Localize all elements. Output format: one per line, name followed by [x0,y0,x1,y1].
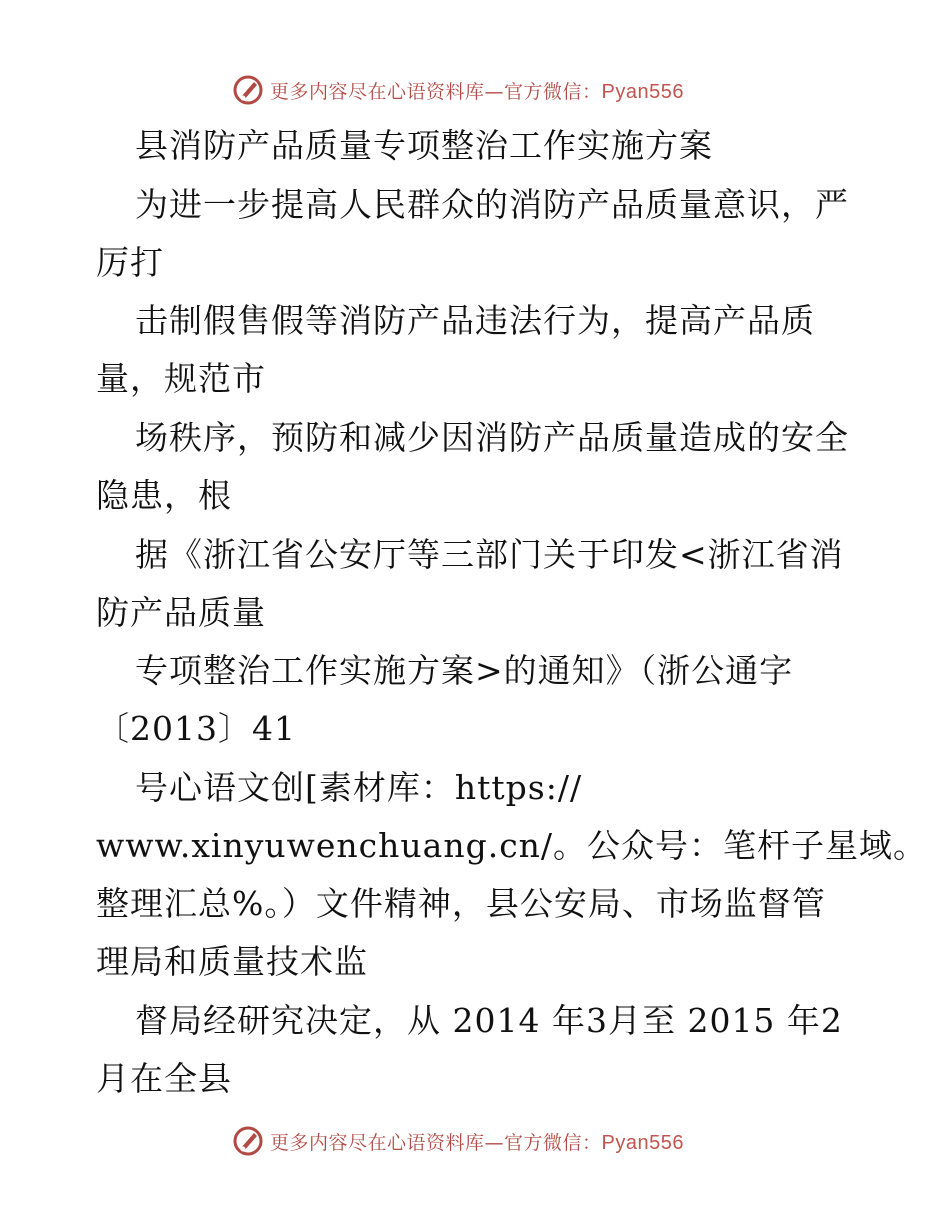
text-line: 据《浙江省公安厅等三部门关于印发<浙江省消 [135,535,844,574]
text-line: 号心语文创[素材库：https:// [135,768,583,807]
text-line: 〔2013〕41 [96,709,296,748]
text-line: 防产品质量 [96,593,266,632]
text-line: 督局经研究决定，从 2014 年3月至 2015 年2 [135,1001,843,1040]
watermark-text: 更多内容尽在心语资料库—官方微信：Pyan556 [270,1131,684,1154]
pen-seal-icon [232,74,264,106]
text-line: 整理汇总%。）文件精神，县公安局、市场监督管 [96,884,826,923]
pen-seal-icon [232,1125,264,1157]
document-title: 县消防产品质量专项整治工作实施方案 [135,126,713,165]
text-line: 专项整治工作实施方案>的通知》（浙公通字 [135,651,794,690]
watermark-handle: Pyan556 [601,80,684,103]
text-line: 月在全县 [96,1059,232,1098]
text-line: www.xinyuwenchuang.cn/。公众号：笔杆子星域。 [96,826,928,865]
footer-watermark [232,1123,732,1159]
watermark-handle: Pyan556 [601,1131,684,1154]
text-line: 厉打 [96,243,164,282]
header-watermark [232,72,732,108]
text-line: 理局和质量技术监 [96,942,368,981]
text-line: 场秩序，预防和减少因消防产品质量造成的安全 [135,418,849,457]
text-line: 为进一步提高人民群众的消防产品质量意识，严 [135,185,849,224]
text-line: 击制假售假等消防产品违法行为，提高产品质 [135,301,815,340]
text-line: 隐患，根 [96,476,232,515]
watermark-text: 更多内容尽在心语资料库—官方微信：Pyan556 [270,80,684,103]
text-line: 量，规范市 [96,359,266,398]
